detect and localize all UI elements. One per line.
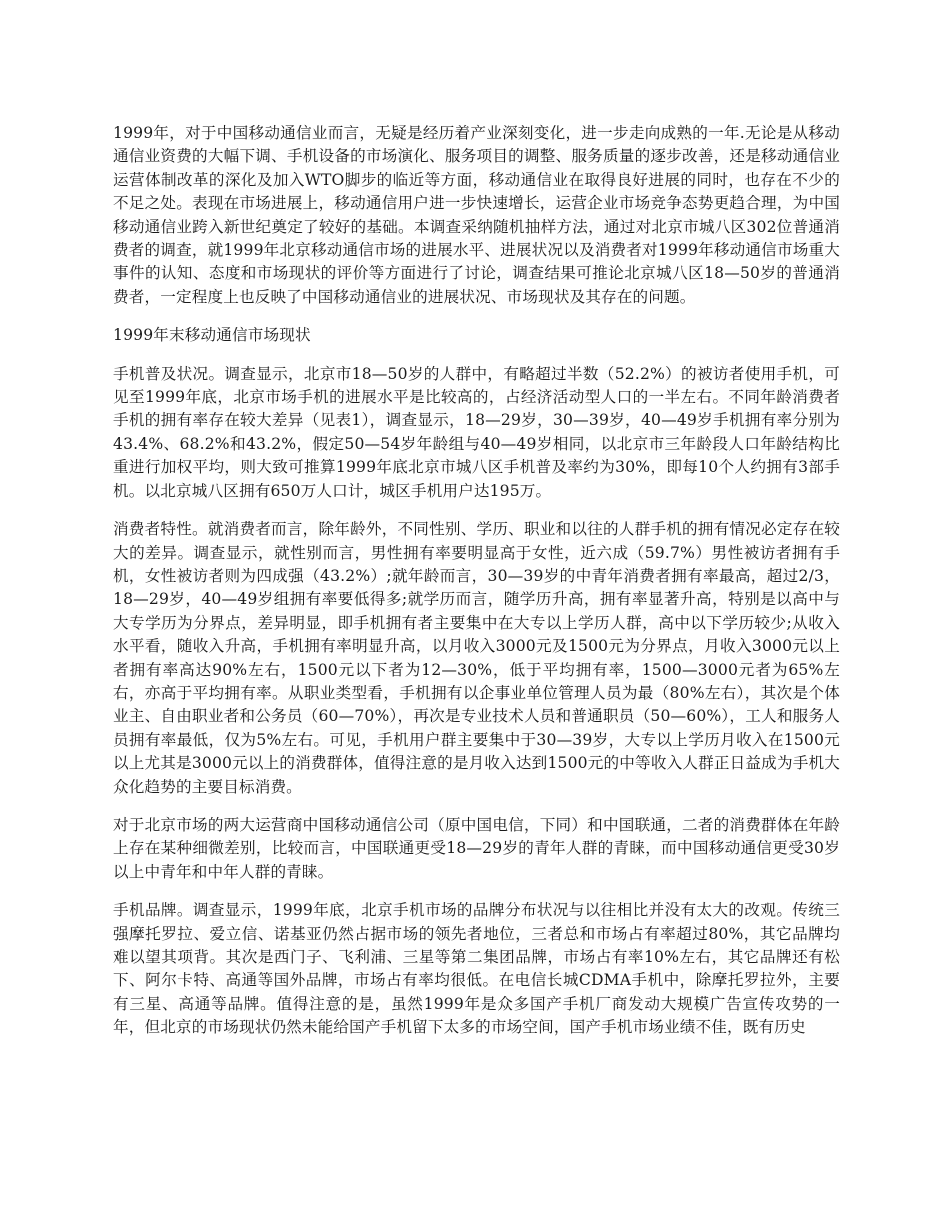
phone-penetration-paragraph: 手机普及状况。调查显示，北京市18—50岁的人群中，有略超过半数（52.2%）的被访者使用手机，可见至1999年底，北京市场手机的进展水平是比较高的，占经济活动型人口的一半左右。不同年龄消费者手机的拥有率存在较大差异（见表1），调查显示，18—29岁，30—39岁，40—49岁手机拥有率分别为43.4%、68.2%和43.2%，假定50—54岁年龄组与40—49岁相同，以北京市三年龄段人口年龄结构比重进行加权平均，则大致可推算1999年底北京市城八区手机普及率约为30%，即每10个人约拥有3部手机。以北京城八区拥有650万人口计，城区手机用户达195万。: [113, 364, 840, 500]
intro-paragraph: 1999年，对于中国移动通信业而言，无疑是经历着产业深刻变化，进一步走向成熟的一年.无论是从移动通信业资费的大幅下调、手机设备的市场演化、服务项目的调整、服务质量的逐步改善，还是移动通信业运营体制改革的深化及加入WTO脚步的临近等方面，移动通信业在取得良好进展的同时，也存在不少的不足之处。表现在市场进展上，移动通信用户进一步快速增长，运营企业市场竞争态势更趋合理，为中国移动通信业跨入新世纪奠定了较好的基础。本调查采纳随机抽样方法，通过对北京市城八区302位普通消费者的调查，就1999年北京移动通信市场的进展水平、进展状况以及消费者对1999年移动通信市场重大事件的认知、态度和市场现状的评价等方面进行了讨论，调查结果可推论北京城八区18—50岁的普通消费者，一定程度上也反映了中国移动通信业的进展状况、市场现状及其存在的问题。: [113, 124, 840, 306]
document-body: [113, 122, 840, 1055]
operators-paragraph: 对于北京市场的两大运营商中国移动通信公司（原中国电信，下同）和中国联通，二者的消费群体在年龄上存在某种细微差别，比较而言，中国联通更受18—29岁的青年人群的青睐，而中国移动通信更受30岁以上中青年和中年人群的青睐。: [113, 815, 840, 881]
consumer-characteristics-paragraph: 消费者特性。就消费者而言，除年龄外，不同性别、学历、职业和以往的人群手机的拥有情况必定存在较大的差异。调查显示，就性别而言，男性拥有率要明显高于女性，近六成（59.7%）男性被访者拥有手机，女性被访者则为四成强（43.2%）;就年龄而言，30—39岁的中青年消费者拥有率最高，超过2/3，18—29岁，40—49岁组拥有率要低得多;就学历而言，随学历升高，拥有率显著升高，特别是以高中与大专学历为分界点，差异明显，即手机拥有者主要集中在大专以上学历人群，高中以下学历较少;从收入水平看，随收入升高，手机拥有率明显升高，以月收入3000元及1500元为分界点，月收入3000元以上者拥有率高达90%左右，1500元以下者为12—30%，低于平均拥有率，1500—3000元者为65%左右，亦高于平均拥有率。从职业类型看，手机拥有以企事业单位管理人员为最（80%左右），其次是个体业主、自由职业者和公务员（60—70%），再次是专业技术人员和普通职员（50—60%），工人和服务人员拥有率最低，仅为5%左右。可见，手机用户群主要集中于30—39岁，大专以上学历月收入在1500元以上尤其是3000元以上的消费群体，值得注意的是月收入达到1500元的中等收入人群正日益成为手机大众化趋势的主要目标消费。: [113, 520, 840, 796]
phone-brands-paragraph: 手机品牌。调查显示，1999年底，北京手机市场的品牌分布状况与以往相比并没有太大的改观。传统三强摩托罗拉、爱立信、诺基亚仍然占据市场的领先者地位，三者总和市场占有率超过80%，其它品牌均难以望其项背。其次是西门子、飞利浦、三星等第二集团品牌，市场占有率10%左右，其它品牌还有松下、阿尔卡特、高通等国外品牌，市场占有率均很低。在电信长城CDMA手机中，除摩托罗拉外，主要有三星、高通等品牌。值得注意的是，虽然1999年是众多国产手机厂商发动大规模广告宣传攻势的一年，但北京的市场现状仍然未能给国产手机留下太多的市场空间，国产手机市场业绩不佳，既有历史: [113, 901, 840, 1037]
section-heading: 1999年末移动通信市场现状: [113, 326, 311, 345]
